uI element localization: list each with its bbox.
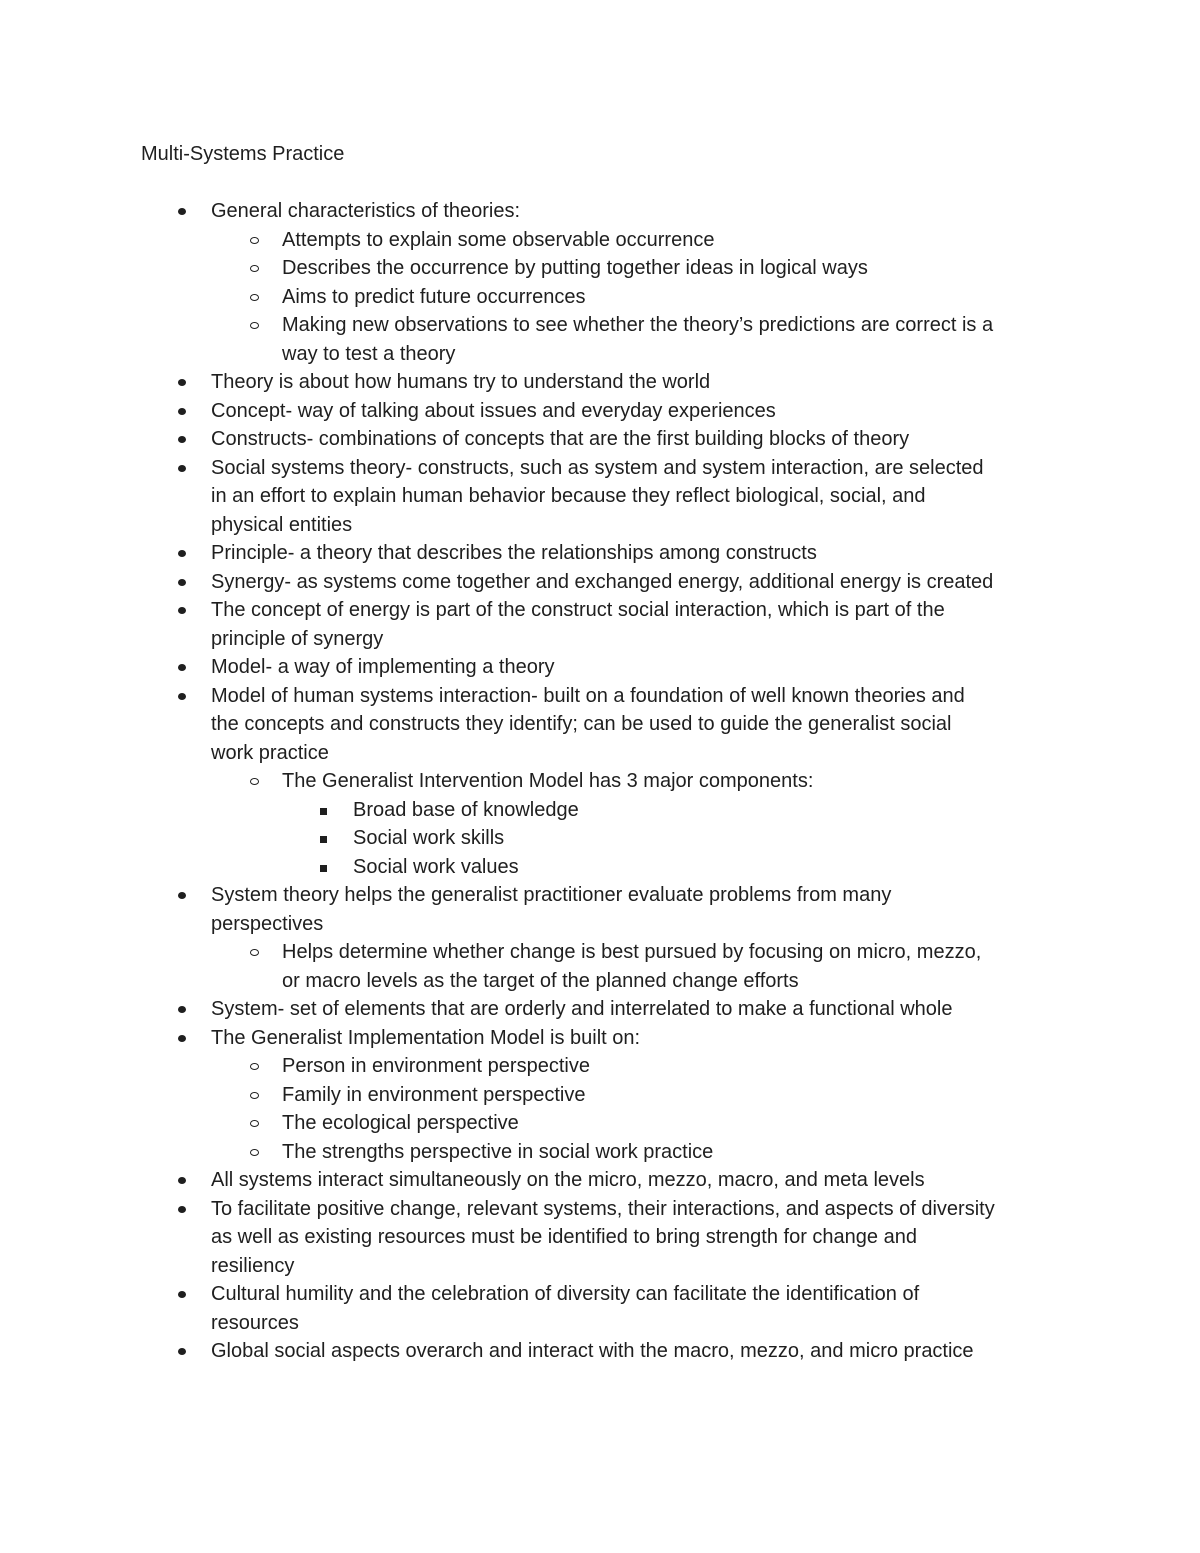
filled-circle-bullet-icon bbox=[178, 1206, 186, 1213]
list-item-text-line: The Generalist Intervention Model has 3 major components: bbox=[282, 770, 814, 792]
list-item-text-line: way to test a theory bbox=[282, 342, 456, 365]
filled-square-bullet-icon bbox=[320, 865, 327, 872]
list-item bbox=[0, 938, 1200, 995]
list-item-text-line: Principle- a theory that describes the relationships among constructs bbox=[211, 542, 817, 564]
list-item bbox=[0, 197, 1200, 226]
list-item-text-line: Concept- way of talking about issues and everyday experiences bbox=[211, 399, 776, 422]
list-item-text-line: Helps determine whether change is best pursued by focusing on micro, mezzo, bbox=[282, 941, 982, 963]
list-item bbox=[0, 283, 1200, 312]
filled-circle-bullet-icon bbox=[178, 607, 186, 614]
list-item-text-line: Family in environment perspective bbox=[282, 1083, 586, 1106]
filled-circle-bullet-icon bbox=[178, 1035, 186, 1042]
list-item bbox=[0, 425, 1200, 454]
hollow-circle-bullet-icon bbox=[250, 949, 259, 956]
list-item-text-line: work practice bbox=[211, 741, 329, 764]
list-item-text-line: Global social aspects overarch and interact with the macro, mezzo, and micro practice bbox=[211, 1340, 974, 1362]
list-item-text-line: Synergy- as systems come together and exchanged energy, additional energy is created bbox=[211, 570, 994, 593]
list-item bbox=[0, 1081, 1200, 1110]
list-item bbox=[0, 682, 1200, 768]
list-item-text-line: Making new observations to see whether the theory’s predictions are correct is a bbox=[282, 314, 994, 336]
list-item bbox=[0, 1337, 1200, 1366]
hollow-circle-bullet-icon bbox=[250, 294, 259, 301]
filled-circle-bullet-icon bbox=[178, 379, 186, 386]
list-item bbox=[0, 1280, 1200, 1337]
hollow-circle-bullet-icon bbox=[250, 1149, 259, 1156]
list-item-text-line: resiliency bbox=[211, 1254, 295, 1277]
filled-circle-bullet-icon bbox=[178, 1348, 186, 1355]
list-item-text-line: System theory helps the generalist practitioner evaluate problems from many bbox=[211, 884, 892, 906]
list-item-text-line: The strengths perspective in social work practice bbox=[282, 1140, 714, 1163]
list-item-text-line: Social work values bbox=[353, 855, 519, 878]
filled-circle-bullet-icon bbox=[178, 579, 186, 586]
list-item-text-line: Model- a way of implementing a theory bbox=[211, 656, 555, 678]
list-item bbox=[0, 1052, 1200, 1081]
list-item-text-line: All systems interact simultaneously on the micro, mezzo, macro, and meta levels bbox=[211, 1169, 925, 1191]
list-item-text-line: the concepts and constructs they identify; can be used to guide the generalist social bbox=[211, 713, 952, 735]
list-item-text-line: perspectives bbox=[211, 912, 324, 935]
filled-circle-bullet-icon bbox=[178, 550, 186, 557]
filled-circle-bullet-icon bbox=[178, 408, 186, 415]
filled-circle-bullet-icon bbox=[178, 465, 186, 472]
list-item-text-line: Theory is about how humans try to understand the world bbox=[211, 371, 711, 393]
list-item-text-line: The ecological perspective bbox=[282, 1112, 519, 1134]
list-item bbox=[0, 995, 1200, 1024]
list-item bbox=[0, 596, 1200, 653]
list-item-text-line: as well as existing resources must be identified to bring strength for change and bbox=[211, 1226, 917, 1248]
list-item-text-line: Cultural humility and the celebration of diversity can facilitate the identification of bbox=[211, 1283, 920, 1305]
filled-circle-bullet-icon bbox=[178, 436, 186, 443]
hollow-circle-bullet-icon bbox=[250, 1092, 259, 1099]
hollow-circle-bullet-icon bbox=[250, 322, 259, 329]
list-item-text-line: Attempts to explain some observable occurrence bbox=[282, 228, 715, 251]
list-item-text-line: The concept of energy is part of the construct social interaction, which is part of the bbox=[211, 599, 945, 621]
list-item-text-line: Social systems theory- constructs, such as system and system interaction, are selected bbox=[211, 456, 984, 479]
hollow-circle-bullet-icon bbox=[250, 1120, 259, 1127]
list-item-text-line: Model of human systems interaction- built on a foundation of well known theories and bbox=[211, 684, 965, 707]
list-item bbox=[0, 1195, 1200, 1281]
list-item-text-line: Social work skills bbox=[353, 827, 505, 849]
list-item bbox=[0, 767, 1200, 796]
hollow-circle-bullet-icon bbox=[250, 237, 259, 244]
list-item bbox=[0, 368, 1200, 397]
list-item-text-line: resources bbox=[211, 1311, 299, 1334]
list-item-text-line: Person in environment perspective bbox=[282, 1055, 590, 1077]
list-item bbox=[0, 796, 1200, 825]
list-item-text-line: Constructs- combinations of concepts that are the first building blocks of theory bbox=[211, 428, 910, 450]
list-item bbox=[0, 254, 1200, 283]
list-item bbox=[0, 881, 1200, 938]
list-item-text-line: The Generalist Implementation Model is built on: bbox=[211, 1026, 641, 1049]
list-item bbox=[0, 1166, 1200, 1195]
hollow-circle-bullet-icon bbox=[250, 778, 259, 785]
list-item bbox=[0, 824, 1200, 853]
list-item-text-line: Describes the occurrence by putting together ideas in logical ways bbox=[282, 257, 868, 279]
filled-square-bullet-icon bbox=[320, 808, 327, 815]
hollow-circle-bullet-icon bbox=[250, 265, 259, 272]
filled-circle-bullet-icon bbox=[178, 1006, 186, 1013]
list-item-text-line: System- set of elements that are orderly and interrelated to make a functional whole bbox=[211, 998, 953, 1020]
filled-circle-bullet-icon bbox=[178, 892, 186, 899]
list-item bbox=[0, 311, 1200, 368]
list-item-text-line: principle of synergy bbox=[211, 627, 384, 650]
filled-circle-bullet-icon bbox=[178, 1177, 186, 1184]
list-item-text-line: in an effort to explain human behavior because they reflect biological, social, and bbox=[211, 485, 926, 507]
hollow-circle-bullet-icon bbox=[250, 1063, 259, 1070]
list-item bbox=[0, 568, 1200, 597]
list-item bbox=[0, 1109, 1200, 1138]
list-item bbox=[0, 454, 1200, 540]
list-item-text-line: To facilitate positive change, relevant systems, their interactions, and aspects of diversity bbox=[211, 1197, 995, 1220]
list-item-text-line: or macro levels as the target of the planned change efforts bbox=[282, 969, 799, 992]
list-item-text-line: Aims to predict future occurrences bbox=[282, 285, 586, 308]
filled-circle-bullet-icon bbox=[178, 208, 186, 215]
page-title: Multi-Systems Practice bbox=[141, 143, 345, 165]
filled-circle-bullet-icon bbox=[178, 664, 186, 671]
list-item bbox=[0, 226, 1200, 255]
list-item bbox=[0, 653, 1200, 682]
bullet-list bbox=[0, 197, 1200, 1366]
list-item-text-line: Broad base of knowledge bbox=[353, 798, 579, 821]
list-item bbox=[0, 1138, 1200, 1167]
filled-circle-bullet-icon bbox=[178, 693, 186, 700]
list-item bbox=[0, 853, 1200, 882]
list-item bbox=[0, 539, 1200, 568]
filled-square-bullet-icon bbox=[320, 836, 327, 843]
list-item bbox=[0, 1024, 1200, 1053]
list-item-text-line: physical entities bbox=[211, 513, 353, 536]
list-item bbox=[0, 397, 1200, 426]
list-item-text-line: General characteristics of theories: bbox=[211, 200, 521, 222]
filled-circle-bullet-icon bbox=[178, 1291, 186, 1298]
